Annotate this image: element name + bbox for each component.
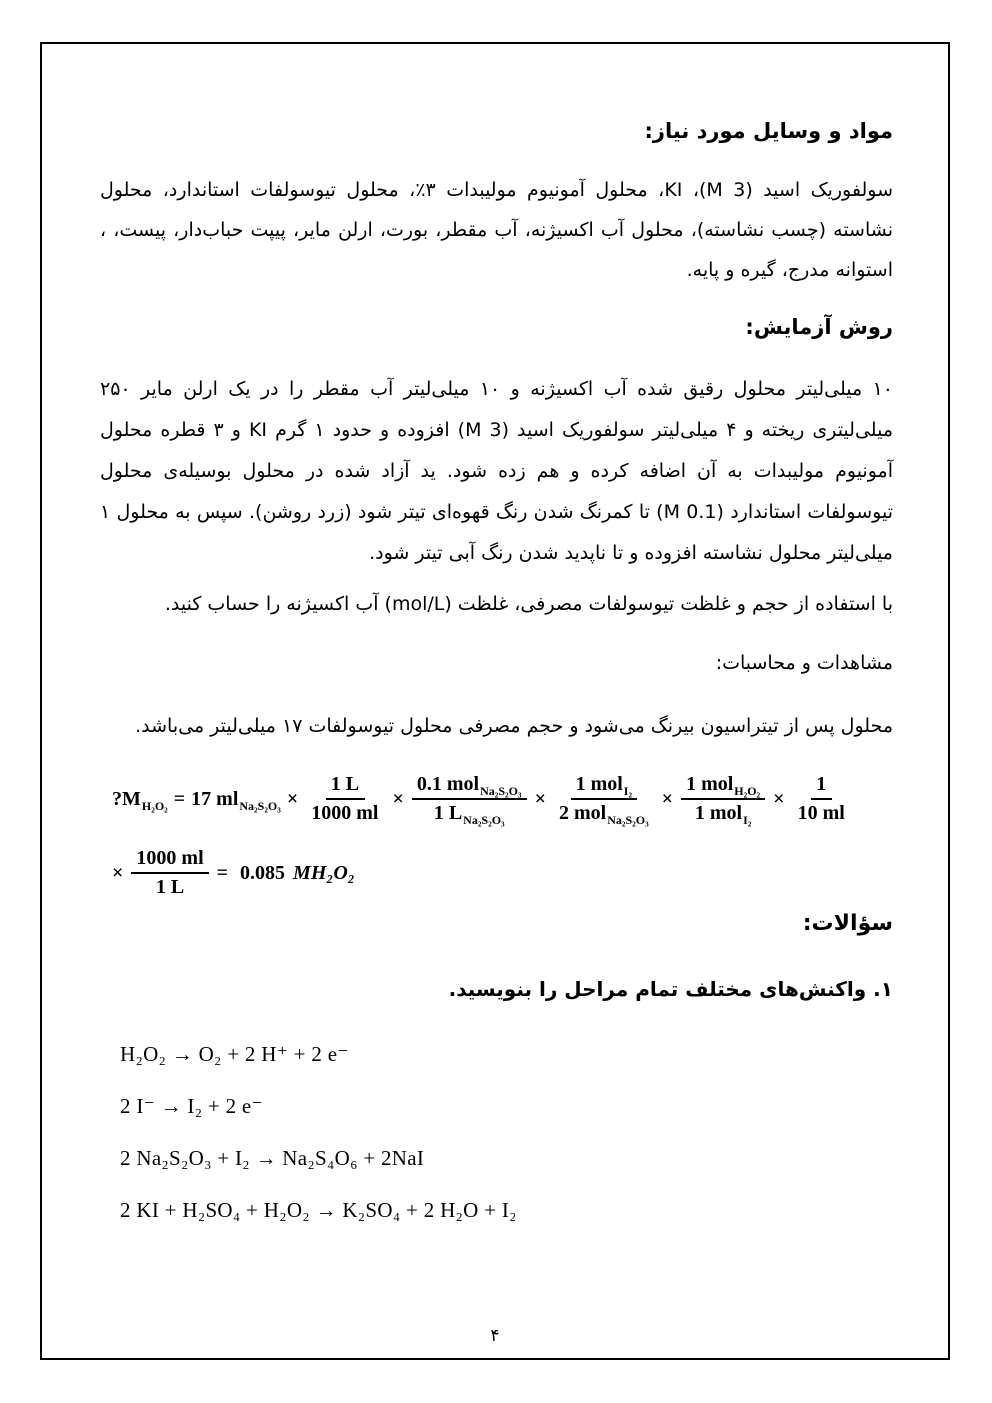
fraction-1: $\frac{1 L}{1000 ml}$ xyxy=(311,773,379,824)
times-sign: × xyxy=(112,861,124,884)
times-sign: × xyxy=(286,787,299,810)
observations-heading: مشاهدات و محاسبات: xyxy=(715,652,893,674)
reaction-equation-4: 2 KI + H₂SO₄ + H₂O₂ → K₂SO₄ + 2 H₂O + I₂ xyxy=(120,1198,517,1222)
reaction-list xyxy=(100,1028,893,1236)
equation-amount: 17 $ml_{Na_2S_2O_3}$ xyxy=(191,787,281,813)
materials-heading: مواد و وسایل مورد نیاز: xyxy=(644,119,893,143)
fraction-3: $\frac{1 mol_{I_2}}{2 mol_{Na_2S_2O_3}}$ xyxy=(558,773,649,827)
equation-amount-subscript: Na₂S₂O₃ xyxy=(239,798,281,813)
calculation-equation-line-1 xyxy=(100,773,893,825)
document-content xyxy=(42,44,948,1236)
equals-sign: = xyxy=(216,861,229,884)
questions-heading: سؤالات: xyxy=(802,911,893,936)
fraction-4: $\frac{1 mol_{H_2O_2}}{1 mol_{I_2}}$ xyxy=(681,773,765,825)
reaction-equation-2: 2 I⁻ → I₂ + 2 e⁻ xyxy=(120,1094,263,1118)
reaction-equation-1: H₂O₂ → O₂ + 2 H⁺ + 2 e⁻ xyxy=(120,1042,349,1066)
question-1: ۱. واکنش‌های مختلف تمام مراحل را بنویسید. xyxy=(448,977,893,1001)
procedure-paragraph: ۱۰ میلی‌لیتر محلول رقیق شده آب اکسیژنه و ۱۰ میلی‌لیتر آب مقطر را در یک ارلن مایر ۲۵۰ میلی‌لیتری ریخته و ۴ میلی‌لیتر سولفوریک اسید (3 M) افزوده و حدود ۱ گرم KI و ۳ قطره محلول آمونیوم مولیبدات به آن اضافه کرده و هم زده شود. ید آزاد شده در محلول بوسیله‌ی محلول تیوسولفات استاندارد (0.1 M) تا کمرنگ شدن رنگ قهوه‌ای تیتر شود (زرد روشن). سپس به محلول ۱ میلی‌لیتر محلول نشاسته افزوده و تا ناپدید شدن رنگ آبی تیتر شود. xyxy=(100,378,894,564)
procedure-task: با استفاده از حجم و غلظت تیوسولفات مصرفی، غلظت (mol/L) آب اکسیژنه را حساب کنید. xyxy=(164,593,893,615)
times-sign: × xyxy=(534,787,546,810)
fraction-6: $\frac{1000 ml}{1 L}$ xyxy=(131,847,208,899)
observations-paragraph: محلول پس از تیتراسیون بیرنگ می‌شود و حجم مصرفی محلول تیوسولفات ۱۷ میلی‌لیتر می‌باشد. xyxy=(135,715,893,737)
page-number: ۴ xyxy=(490,1326,500,1346)
times-sign: × xyxy=(661,787,674,810)
equation-lhs: $?M_{H_2O_2}$ xyxy=(112,787,168,813)
times-sign: × xyxy=(392,787,404,810)
fraction-5: $\frac{1}{10 ml}$ xyxy=(797,773,845,824)
result-value: 0.085 xyxy=(240,861,286,884)
materials-paragraph: سولفوریک اسید (3 M)، KI، محلول آمونیوم مولیبدات ۳٪، محلول تیوسولفات استاندارد، محلول نشاسته (چسب نشاسته)، محلول آب اکسیژنه، آب مقطر، بورت، ارلن مایر، پیپت حباب‌دار، پیست، ، استوانه مدرج، گیره و پایه. xyxy=(100,179,893,281)
fraction-2: $\frac{0.1 mol_{Na_2S_2O_3}}{1 L_{Na_2S_2O_3}}$ xyxy=(412,773,527,825)
calculation-equation-line-2 xyxy=(100,847,893,899)
equation-lhs-subscript: H₂O₂ xyxy=(141,798,168,813)
times-sign: × xyxy=(773,787,785,810)
reaction-equation-3: 2 Na₂S₂O₃ + I₂ → Na₂S₄O₆ + 2NaI xyxy=(120,1146,425,1170)
page-frame xyxy=(40,42,950,1360)
equals-sign: = xyxy=(173,787,186,810)
result-unit: MH₂O₂ xyxy=(293,861,355,884)
procedure-heading: روش آزمایش: xyxy=(745,315,893,339)
